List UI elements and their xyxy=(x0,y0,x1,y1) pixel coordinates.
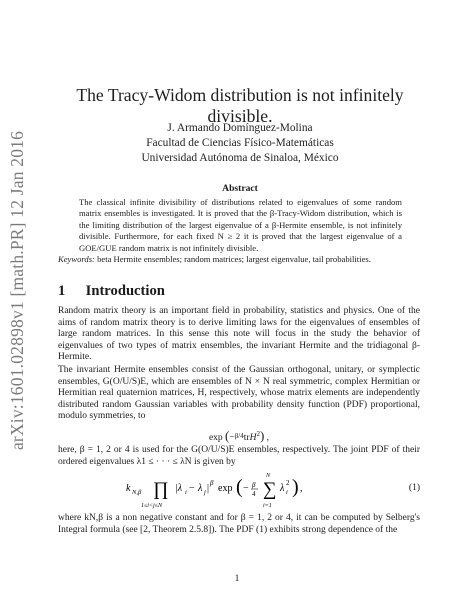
svg-text:λ: λ xyxy=(198,483,203,494)
svg-text:−: − xyxy=(189,483,195,494)
intro-paragraph-2: The invariant Hermite ensembles consist of the Gaussian orthogonal, unitary, or symplectic ensembles, G(O/U/S)E, which are ensembles of N × N real symmetric, complex Hermitian or Hermitian real quaternion matrices, H, respectively, whose matrix elements are independently distributed random Gaussian variables with probability density function (PDF) proportional, modulo symmetries, to xyxy=(58,365,420,422)
abstract-heading: Abstract xyxy=(222,183,258,194)
page-number: 1 xyxy=(234,574,240,584)
section-number: 1 xyxy=(58,283,66,299)
svg-text:β: β xyxy=(210,479,214,487)
intro-paragraph-3: here, β = 1, 2 or 4 is used for the G(O/U/S)E ensembles, respectively. The joint PDF of their ordered eigenvalues λ1 ≤ · · · ≤ λN is given by xyxy=(58,445,420,467)
keywords-text: beta Hermite ensembles; random matrices; largest eigenvalue, tail probabilities. xyxy=(97,254,371,264)
trace-label: tr xyxy=(243,433,250,443)
intro-paragraph-1: Random matrix theory is an important field in probability, statistics and physics. One of the aims of random matrix theory is to derive limiting laws for the eigenvalues of ensembles of large random matrices. In this sense this note will focus in the study the behavior of eigenvalues of two types of matrix ensembles, the invariant Hermite and the tridiagonal β-Hermite. xyxy=(58,306,420,363)
exp-label: exp xyxy=(208,433,223,443)
keywords-label: Keywords: xyxy=(58,254,95,264)
svg-text:): ) xyxy=(292,476,299,498)
author-block xyxy=(70,121,410,165)
gaussian-density-equation: exp (−$^{\beta/4}$trH$^2$) , xyxy=(208,428,270,443)
svg-text:4: 4 xyxy=(252,490,256,498)
svg-text:N: N xyxy=(266,473,271,479)
section-title: Introduction xyxy=(85,283,165,299)
svg-text:j: j xyxy=(204,489,206,496)
keywords-line xyxy=(58,254,420,265)
author-name: J. Armando Domínguez-Molina xyxy=(167,122,313,134)
svg-text:k: k xyxy=(126,483,131,494)
svg-text:∏: ∏ xyxy=(153,479,169,500)
arxiv-identifier-stamp xyxy=(7,130,28,450)
paper-title: The Tracy-Widom distribution is not infinitely divisible. xyxy=(76,85,404,126)
equation-number: (1) xyxy=(408,483,420,493)
arxiv-identifier-text: arXiv:1601.02898v1 [math.PR] 12 Jan 2016 xyxy=(7,130,28,450)
intro-paragraph-4: where kN,β is a non negative constant and for β = 1, 2 or 4, it can be computed by Selberg's Integral formula (see [2, Theorem 2.5.8]). The PDF (1) exhibits strong dependence of the xyxy=(58,513,420,535)
svg-text:i: i xyxy=(286,489,288,496)
svg-text:(: ( xyxy=(236,476,243,498)
section-heading xyxy=(58,283,420,300)
svg-text:|λ: |λ xyxy=(175,483,183,494)
svg-text:−: − xyxy=(243,483,249,494)
svg-text:,: , xyxy=(300,483,303,494)
author-affiliation-faculty: Facultad de Ciencias Físico-Matemáticas xyxy=(146,136,334,149)
svg-text:i=1: i=1 xyxy=(263,503,272,509)
joint-pdf-formula-graphic xyxy=(58,466,420,510)
svg-text:|: | xyxy=(207,483,210,494)
abstract-text: The classical infinite divisibility of distributions related to eigenvalues of some random matrix ensembles is investigated. It is proved that the β-Tracy-Widom distribution, which is the limiting distribution of the largest eigenvalue of a β-Hermite ensemble, is not infinitely divisible. Furthermore, for each fixed N ≥ 2 it is proved that the largest eigenvalue of a GOE/GUE random matrix is not infinitely divisible. xyxy=(79,197,402,253)
author-affiliation-university: Universidad Autónoma de Sinaloa, México xyxy=(141,151,339,164)
svg-text:β: β xyxy=(252,481,256,489)
svg-text:i: i xyxy=(185,489,187,496)
svg-text:2: 2 xyxy=(286,479,290,487)
svg-text:∑: ∑ xyxy=(263,479,277,500)
joint-pdf-equation xyxy=(58,466,420,510)
svg-text:1≤i<j≤N: 1≤i<j≤N xyxy=(141,503,162,509)
svg-text:exp: exp xyxy=(218,483,233,494)
svg-text:N,β: N,β xyxy=(132,489,142,496)
svg-text:λ: λ xyxy=(280,483,285,494)
